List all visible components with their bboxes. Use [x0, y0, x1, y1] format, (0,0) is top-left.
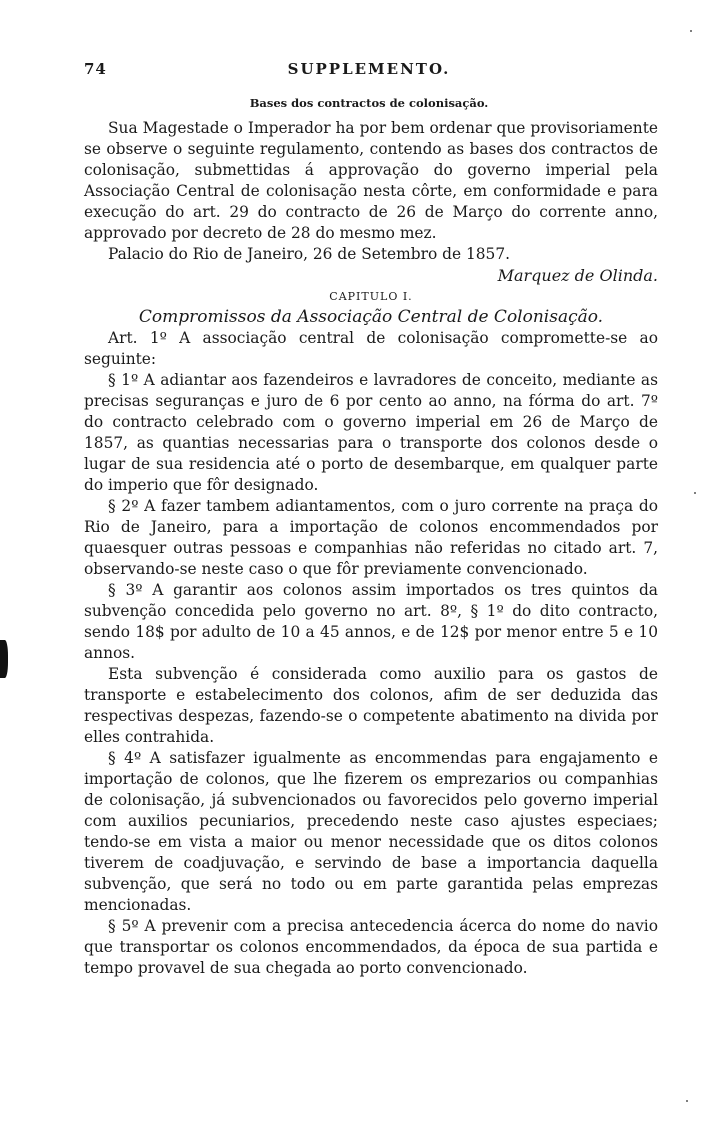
paragraph-3: § 3º A garantir aos colonos assim importados os tres quintos da subvenção concedida pelo governo no art. 8º, § 1º do dito contracto, sendo 18$ por adulto de 10 a 45 annos, e de 12$ por menor entre 5 e 10 annos.	[84, 581, 658, 662]
preamble-paragraph: Sua Magestade o Imperador ha por bem ordenar que provisoriamente se observe o seguinte regulamento, contendo as bases dos contractos de colonisação, submettidas á approvação do governo imperial pela Associação Central de colonisação nesta côrte, em conformidade e para execução do art. 29 do contracto de 26 de Março do corrente anno, approvado por decreto de 28 do mesmo mez.	[84, 119, 658, 242]
article-1-intro: Art. 1º A associação central de colonisação compromette-se ao seguinte:	[84, 329, 658, 368]
paragraph-4: § 4º A satisfazer igualmente as encommendas para engajamento e importação de colonos, que lhe fizerem os emprezarios ou companhias de colonisação, já subvencionados ou favorecidos pelo governo imperial com auxilios pecuniarios, precedendo neste caso ajustes especiaes; tendo-se em vista a maior ou menor necessidade que os ditos colonos tiverem de coadjuvação, e servindo de base a importancia daquella subvenção, que será no todo ou em parte garantida pelas emprezas mencionadas.	[84, 749, 658, 914]
page-number: 74	[84, 60, 107, 78]
paragraph-1: § 1º A adiantar aos fazendeiros e lavradores de conceito, mediante as precisas seguranças e juro de 6 por cento ao anno, na fórma do art. 7º do contracto celebrado com o governo imperial em 26 de Março de 1857, as quantias necessarias para o transporte dos colonos desde o lugar de sua residencia até o porto de desembarque, em qualquer parte do imperio que fôr designado.	[84, 371, 658, 494]
chapter-title: Compromissos da Associação Central de Colonisação.	[138, 307, 604, 327]
document-body	[84, 118, 658, 979]
paper-speck	[686, 1100, 688, 1102]
section-subtitle: Bases dos contractos de colonisação.	[249, 96, 489, 110]
paper-speck	[690, 30, 692, 32]
place-date: Palacio do Rio de Janeiro, 26 de Setembro de 1857.	[108, 245, 511, 263]
signature: Marquez de Olinda.	[497, 266, 658, 285]
margin-ink-mark	[0, 640, 8, 678]
chapter-label: CAPITULO I.	[329, 290, 413, 303]
paragraph-2: § 2º A fazer tambem adiantamentos, com o juro corrente na praça do Rio de Janeiro, para a importação de colonos encommendados por quaesquer outras pessoas e companhias não referidas no citado art. 7, observando-se neste caso o que fôr previamente convencionado.	[84, 497, 658, 578]
paragraph-3-note: Esta subvenção é considerada como auxilio para os gastos de transporte e estabelecimento dos colonos, afim de ser deduzida das respectivas despezas, fazendo-se o competente abatimento na divida por elles contrahida.	[84, 665, 658, 746]
page-header	[84, 60, 654, 80]
running-title: SUPPLEMENTO.	[287, 60, 451, 78]
paragraph-5: § 5º A prevenir com a precisa antecedencia ácerca do nome do navio que transportar os colonos encommendados, da época de sua partida e tempo provavel de sua chegada ao porto convencionado.	[84, 917, 658, 977]
paper-speck	[694, 492, 696, 494]
